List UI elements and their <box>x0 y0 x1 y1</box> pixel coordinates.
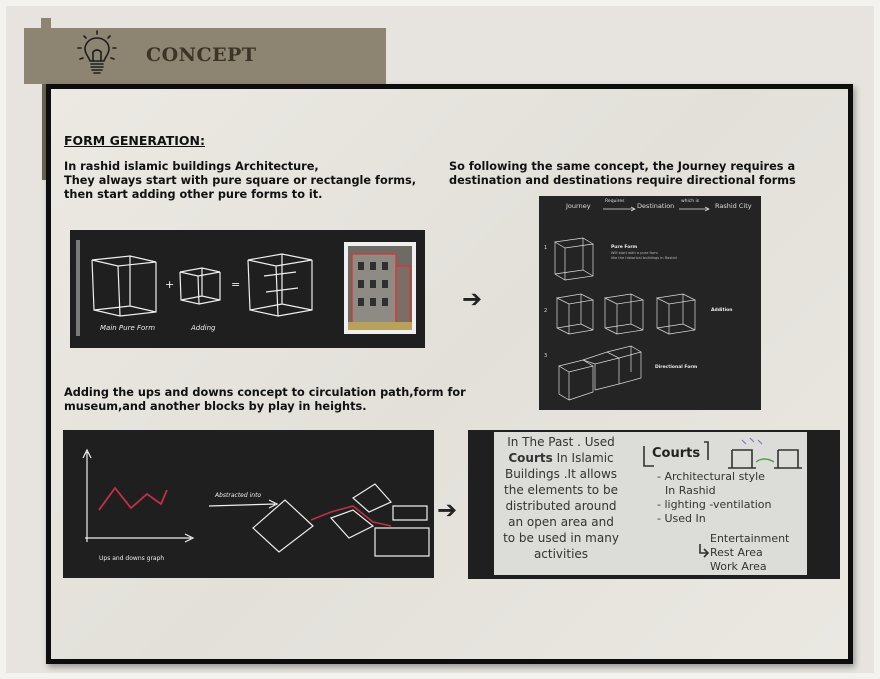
row-number: 2 <box>544 308 548 314</box>
desc-line: distributed around <box>505 499 617 513</box>
intro-right-line: So following the same concept, the Journey requires a <box>449 160 796 173</box>
desc-line: In The Past . Used <box>507 435 615 449</box>
flow-destination: Destination <box>637 202 675 210</box>
courts-panel <box>468 430 840 579</box>
row-title-pure-form: Pure Form <box>611 245 638 250</box>
row-number: 3 <box>544 353 548 359</box>
abstracted-label: Abstracted into <box>215 492 262 499</box>
lightbulb-icon <box>76 30 118 78</box>
header-tab-decor <box>41 18 51 28</box>
courts-use: Work Area <box>710 560 767 573</box>
flow-journey: Journey <box>566 202 591 210</box>
courts-use: Rest Area <box>710 546 763 559</box>
intro-left-line: then start adding other pure forms to it. <box>64 188 323 201</box>
courts-item: - lighting -ventilation <box>657 498 772 511</box>
courts-whiteboard <box>494 432 807 575</box>
desc-line: an open area and <box>508 515 614 529</box>
page-title: CONCEPT <box>146 44 257 66</box>
graph-label: Ups and downs graph <box>99 555 165 562</box>
row-desc <box>611 251 677 261</box>
bottom-text-line: Adding the ups and downs concept to circulation path,form for <box>64 386 466 399</box>
desc-line: activities <box>533 547 589 561</box>
desc-line: the elements to be <box>504 483 618 497</box>
desc-fragment: In Islamic <box>556 451 614 465</box>
courts-item: - Architectural style <box>657 470 765 483</box>
section-heading: FORM GENERATION: <box>64 133 205 148</box>
row-number: 1 <box>544 245 548 251</box>
courts-use: Entertainment <box>710 532 790 545</box>
journey-diagram <box>539 196 761 410</box>
equals-sign: = <box>231 278 241 291</box>
desc-courts-bold: Courts <box>508 451 553 465</box>
intro-left-line: They always start with pure square or rectangle forms, <box>64 174 417 187</box>
desc-line: Buildings .It allows <box>504 467 618 481</box>
courts-item: In Rashid <box>665 484 716 497</box>
row-title-directional: Directional Form <box>655 365 698 370</box>
flow-which-is: which is <box>681 199 700 204</box>
journey-panel <box>539 196 761 410</box>
intro-text-left <box>64 160 416 202</box>
main-pure-form-label: Main Pure Form <box>100 324 156 332</box>
row-desc-line: Will start with a pure form <box>611 251 658 255</box>
desc-line: to be used in many <box>503 531 619 545</box>
courts-item: - Used In <box>657 512 706 525</box>
ups-downs-panel <box>63 430 434 578</box>
flow-requires: Requires <box>605 199 625 204</box>
intro-left-line: In rashid islamic buildings Architecture, <box>64 160 319 173</box>
intro-right-line: destination and destinations require directional forms <box>449 174 796 187</box>
courts-title: Courts <box>652 446 701 461</box>
arrow-icon: ➔ <box>437 496 458 524</box>
intro-text-right <box>449 160 796 188</box>
arrow-icon: ➔ <box>462 285 483 313</box>
bottom-text <box>64 386 466 414</box>
row-title-addition: Addition <box>711 308 733 313</box>
flow-rashid-city: Rashid City <box>715 202 752 210</box>
row-desc-line: like the historical buildings in Rashid <box>611 256 677 260</box>
adding-label: Adding <box>191 324 216 332</box>
courts-items <box>657 470 772 526</box>
bottom-text-line: museum,and another blocks by play in heights. <box>64 400 367 413</box>
pure-form-panel <box>70 230 425 348</box>
plus-sign: + <box>165 278 175 291</box>
courts-uses <box>710 532 789 574</box>
